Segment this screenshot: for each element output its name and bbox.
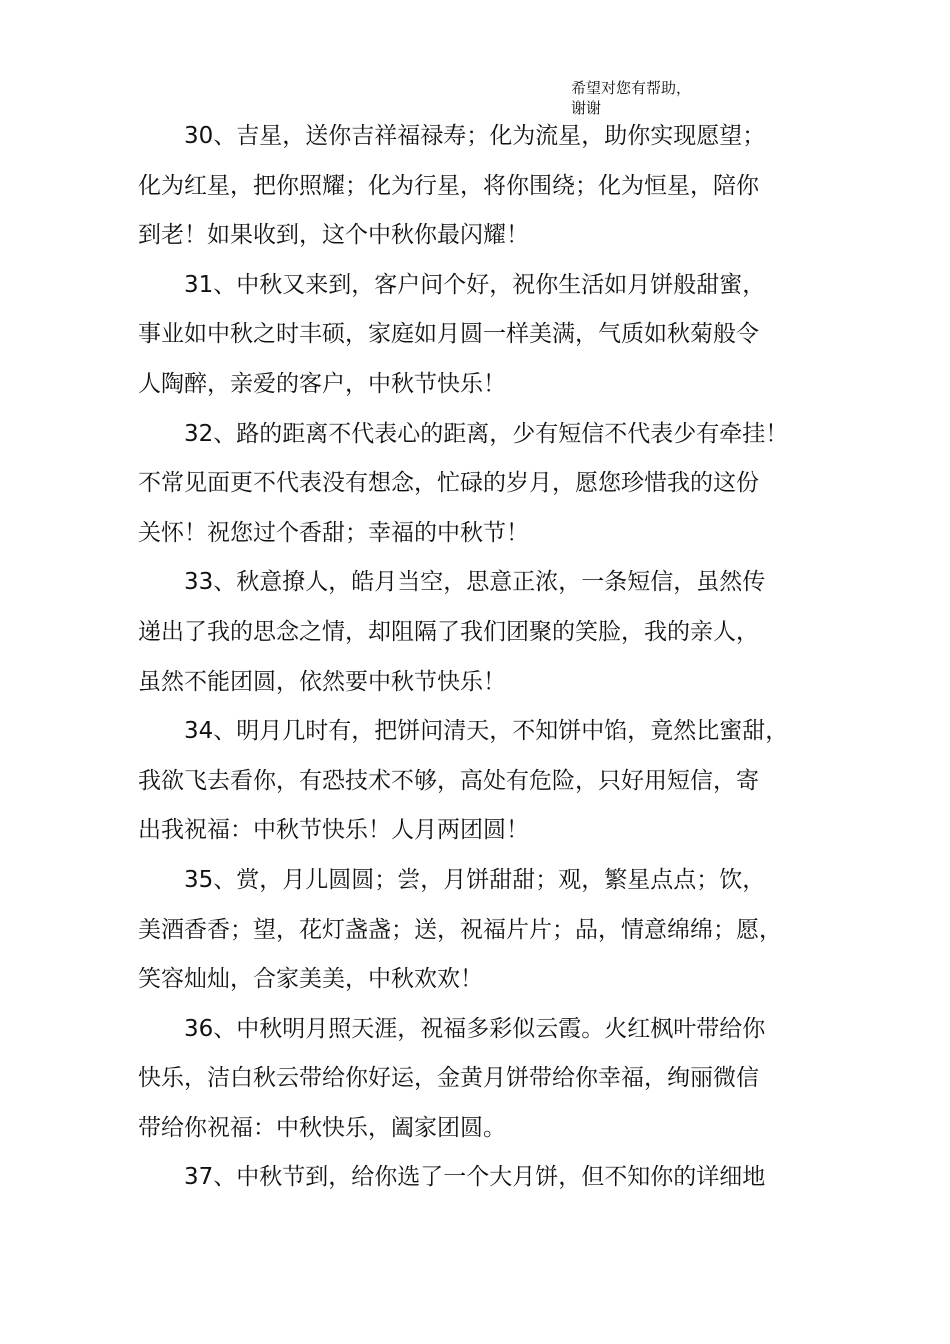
paragraph-line: 笑容灿灿，合家美美，中秋欢欢！ — [138, 966, 483, 993]
paragraph-line: 36、中秋明月照天涯，祝福多彩似云霞。火红枫叶带给你 — [184, 1015, 766, 1042]
paragraph-line: 32、路的距离不代表心的距离，少有短信不代表少有牵挂！ — [184, 420, 789, 447]
paragraph-line: 30、吉星，送你吉祥福禄寿；化为流星，助你实现愿望； — [184, 123, 766, 149]
paragraph-line: 出我祝福：中秋节快乐！人月两团圆！ — [138, 817, 529, 844]
paragraph-line: 不常见面更不代表没有想念，忙碌的岁月，愿您珍惜我的这份 — [138, 470, 759, 497]
paragraph-line: 美酒香香；望，花灯盏盏；送，祝福片片；品，情意绵绵；愿， — [138, 916, 782, 943]
paragraph-line: 31、中秋又来到，客户问个好，祝你生活如月饼般甜蜜， — [184, 271, 766, 298]
paragraph-35 — [138, 856, 838, 1005]
paragraph-line: 事业如中秋之时丰硕，家庭如月圆一样美满，气质如秋菊般令 — [138, 321, 759, 348]
paragraph-34 — [138, 707, 838, 856]
paragraph-line: 化为红星，把你照耀；化为行星，将你围绕；化为恒星，陪你 — [138, 172, 759, 199]
paragraph-line: 我欲飞去看你，有恐技术不够，高处有危险，只好用短信，寄 — [138, 767, 759, 794]
paragraph-line: 到老！如果收到，这个中秋你最闪耀！ — [138, 222, 529, 249]
paragraph-30 — [138, 112, 838, 261]
paragraph-line: 33、秋意撩人，皓月当空，思意正浓，一条短信，虽然传 — [184, 569, 766, 596]
paragraph-line: 人陶醉，亲爱的客户，中秋节快乐！ — [138, 370, 506, 397]
paragraph-line: 快乐，洁白秋云带给你好运，金黄月饼带给你幸福，绚丽微信 — [138, 1065, 759, 1092]
paragraph-33 — [138, 558, 838, 707]
paragraph-line: 35、赏，月儿圆圆；尝，月饼甜甜；观，繁星点点；饮， — [184, 866, 766, 893]
paragraph-line: 带给你祝福：中秋快乐，阖家团圆。 — [138, 1114, 506, 1141]
note-line-1: 希望对您有帮助， — [571, 79, 692, 97]
paragraph-line: 34、明月几时有，把饼问清天，不知饼中馅，竟然比蜜甜， — [184, 718, 789, 745]
paragraph-37 — [138, 1153, 838, 1203]
paragraph-line: 37、中秋节到，给你选了一个大月饼，但不知你的详细地 — [184, 1164, 766, 1191]
paragraph-line: 递出了我的思念之情，却阻隔了我们团聚的笑脸，我的亲人， — [138, 618, 759, 645]
paragraph-line: 关怀！祝您过个香甜；幸福的中秋节！ — [138, 519, 529, 546]
document-body — [138, 112, 838, 1203]
paragraph-line: 虽然不能团圆，依然要中秋节快乐！ — [138, 668, 506, 695]
paragraph-31 — [138, 261, 838, 410]
note-line-2: 谢谢 — [571, 99, 602, 117]
paragraph-36 — [138, 1005, 838, 1154]
paragraph-32 — [138, 410, 838, 559]
